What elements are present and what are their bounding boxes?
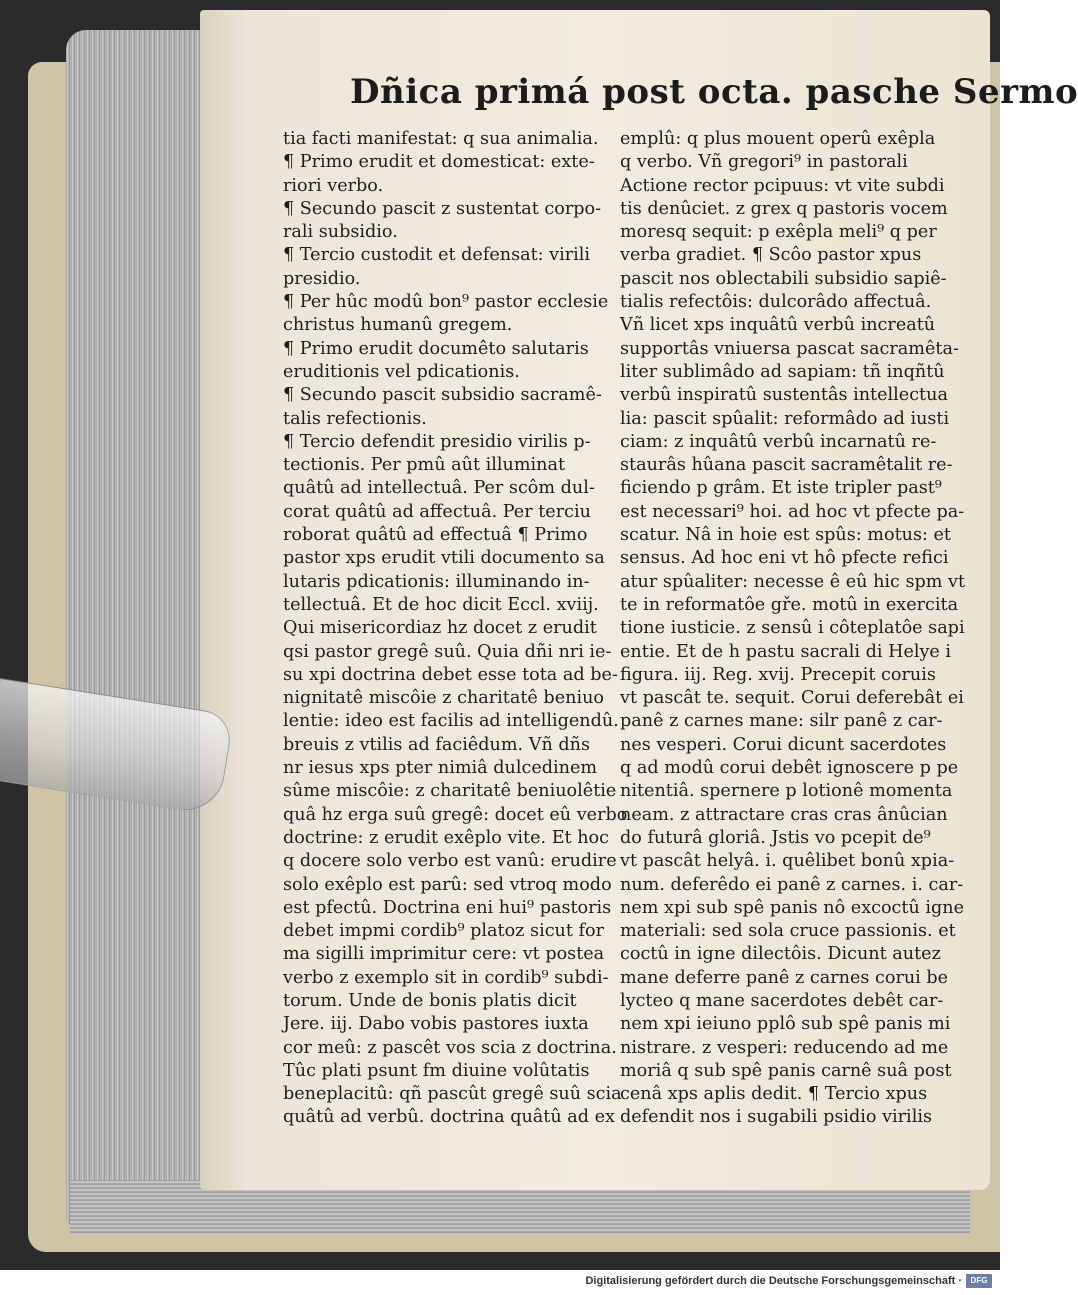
text-line: cenâ xps aplis dedit. ¶ Tercio xpus xyxy=(620,1084,928,1105)
text-line: coctû in igne dilectôis. Dicunt autez xyxy=(620,944,941,965)
text-line: figura. iij. Reg. xvij. Precepit coruis xyxy=(620,664,936,685)
text-line: riori verbo. xyxy=(283,175,384,196)
text-line: rali subsidio. xyxy=(283,222,398,243)
text-line: ¶ Per hûc modû bon⁹ pastor ecclesie xyxy=(283,292,609,313)
text-line: sensus. Ad hoc eni vt hô pfecte refici xyxy=(620,548,949,569)
text-line: nitentiâ. spernere p lotionê momenta xyxy=(620,781,953,802)
text-line: verbû inspiratû sustentâs intellectua xyxy=(620,385,948,406)
text-line: te in reformatôe gře. motû in exercita xyxy=(620,594,959,615)
text-line: Tûc plati psunt fm diuine volûtatis xyxy=(283,1060,590,1081)
text-line: q docere solo verbo est vanû: erudire xyxy=(283,851,617,872)
text-line: nem xpi sub spê panis nô excoctû igne xyxy=(620,897,965,918)
text-line: panê z carnes mane: silr panê z car- xyxy=(620,711,943,732)
text-line: staurâs hûana pascit sacramêtalit re- xyxy=(620,455,953,476)
text-line: tectionis. Per pmû aût illuminat xyxy=(283,455,566,476)
text-line: Qui misericordiaz hz docet z erudit xyxy=(283,618,597,639)
text-line: ¶ Primo erudit documêto salutaris xyxy=(283,338,589,359)
text-line: quâ hz erga suû gregê: docet eû verbo xyxy=(283,804,628,825)
text-line: est pfectû. Doctrina eni hui⁹ pastoris xyxy=(283,897,612,918)
page-stack-edge xyxy=(66,30,211,1225)
text-line: torum. Unde de bonis platis dicit xyxy=(283,990,577,1011)
text-line: q ad modû corui debêt ignoscere p pe xyxy=(620,758,959,779)
text-line: eruditionis vel pdicationis. xyxy=(283,361,520,382)
text-line: Jere. iij. Dabo vobis pastores iuxta xyxy=(283,1014,589,1035)
text-line: christus humanû gregem. xyxy=(283,315,513,336)
text-line: moriâ q sub spê panis carnê suâ post xyxy=(620,1060,952,1081)
dfg-logo: DFG xyxy=(966,1274,992,1288)
text-line: ma sigilli imprimitur cere: vt postea xyxy=(283,944,605,965)
text-line: cor meû: z pascêt vos scia z doctrina. xyxy=(283,1037,617,1058)
footer-bar xyxy=(0,1270,1000,1295)
text-line: corat quâtû ad affectuâ. Per terciu xyxy=(283,501,591,522)
text-line: ficiendo p grâm. Et iste tripler past⁹ xyxy=(620,478,942,499)
text-line: nem xpi ieiuno pplô sub spê panis mi xyxy=(620,1014,951,1035)
text-line: lia: pascit spûalit: reformâdo ad iusti xyxy=(620,408,950,429)
text-line: nes vesperi. Corui dicunt sacerdotes xyxy=(620,734,947,755)
text-line: breuis z vtilis ad faciêdum. Vñ dñs xyxy=(283,734,590,755)
text-line: vt pascât te. sequit. Corui deferebât ei xyxy=(620,688,964,709)
text-line: defendit nos i sugabili psidio virilis xyxy=(620,1107,932,1128)
text-line: pascit nos oblectabili subsidio sapiê- xyxy=(620,268,947,289)
text-line: verbo z exemplo sit in cordib⁹ subdi- xyxy=(283,967,609,988)
left-text-column xyxy=(283,128,628,1130)
footer-credit: Digitalisierung gefördert durch die Deutsche Forschungsgemeinschaft · xyxy=(585,1275,962,1287)
text-line: entie. Et de h pastu sacrali di Helye i xyxy=(620,641,952,662)
text-line: ¶ Primo erudit et domesticat: exte- xyxy=(283,152,595,173)
text-line: verba gradiet. ¶ Scôo pastor xpus xyxy=(620,245,922,266)
text-line: talis refectionis. xyxy=(283,408,427,429)
text-line: emplû: q plus mouent operû exêpla xyxy=(620,129,936,149)
text-line: nr iesus xps pter nimiâ dulcedinem xyxy=(283,758,598,779)
text-line: qsi pastor gregê suû. Quia dñi nri ie- xyxy=(283,641,612,662)
text-line: beneplacitû: qñ pascût gregê suû scia xyxy=(283,1084,622,1105)
text-line: ¶ Tercio custodit et defensat: virili xyxy=(283,245,591,266)
text-line: atur spûaliter: necesse ê eû hic spm vt xyxy=(620,571,966,592)
text-line: do futurâ gloriâ. Jstis vo pcepit de⁹ xyxy=(620,827,931,848)
text-line: debet impmi cordib⁹ platoz sicut for xyxy=(283,921,605,942)
text-line: lycteo q mane sacerdotes debêt car- xyxy=(620,990,944,1011)
text-line: num. deferêdo ei panê z carnes. i. car- xyxy=(620,874,964,895)
text-line: tis denûciet. z grex q pastoris vocem xyxy=(620,198,948,219)
text-line: supportâs vniuersa pascat sacramêta- xyxy=(620,338,959,359)
text-line: quâtû ad verbû. doctrina quâtû ad ex xyxy=(283,1107,615,1128)
text-line: ¶ Secundo pascit subsidio sacramê- xyxy=(283,385,602,406)
text-line: presidio. xyxy=(283,268,361,289)
text-line: tione iusticie. z sensû i côteplatôe sapi xyxy=(620,618,965,639)
text-line: materiali: sed sola cruce passionis. et xyxy=(620,921,956,942)
text-line: roborat quâtû ad effectuâ ¶ Primo xyxy=(283,525,588,546)
text-line: solo exêplo est parû: sed vtroq modo xyxy=(283,874,612,895)
text-line: q verbo. Vñ gregori⁹ in pastorali xyxy=(620,152,908,173)
text-line: est necessari⁹ hoi. ad hoc vt pfecte pa- xyxy=(620,501,965,522)
text-line: nignitatê miscôie z charitatê beniuo xyxy=(283,688,604,709)
text-line: moresq sequit: p exêpla meli⁹ q per xyxy=(620,222,937,243)
text-line: vt pascât helyâ. i. quêlibet bonû xpia- xyxy=(620,851,955,872)
text-line: lutaris pdicationis: illuminando in- xyxy=(283,571,590,592)
text-line: mane deferre panê z carnes corui be xyxy=(620,967,949,988)
text-line: pastor xps erudit vtili documento sa xyxy=(283,548,605,569)
text-line: doctrine: z erudit exêplo vite. Et hoc xyxy=(283,827,609,848)
text-line: ¶ Secundo pascit z sustentat corpo- xyxy=(283,198,602,219)
right-text-column xyxy=(620,128,966,1130)
text-line: liter sublimâdo ad sapiam: tñ inqñtû xyxy=(620,361,945,382)
text-line: nistrare. z vesperi: reducendo ad me xyxy=(620,1037,949,1058)
text-line: neam. z attractare cras cras ânûcian xyxy=(620,804,948,825)
text-line: tialis refectôis: dulcorâdo affectuâ. xyxy=(620,292,932,313)
text-line: ¶ Tercio defendit presidio virilis p- xyxy=(283,431,591,452)
text-line: ciam: z inquâtû verbû incarnatû re- xyxy=(620,431,937,452)
text-line: su xpi doctrina debet esse tota ad be- xyxy=(283,664,618,685)
text-line: Vñ licet xps inquâtû verbû increatû xyxy=(620,315,936,336)
text-line: tia facti manifestat: q sua animalia. xyxy=(283,129,599,149)
text-line: sûme miscôie: z charitatê beniuolêtie xyxy=(283,781,617,802)
running-title: Dñica primá post octa. pasche Sermo xyxy=(350,72,1078,112)
text-line: Actione rector pcipuus: vt vite subdi xyxy=(620,175,945,196)
text-line: scatur. Nâ in hoie est spûs: motus: et xyxy=(620,525,951,546)
text-line: lentie: ideo est facilis ad intelligendû. xyxy=(283,711,619,732)
text-line: tellectuâ. Et de hoc dicit Eccl. xviij. xyxy=(283,594,599,615)
text-line: quâtû ad intellectuâ. Per scôm dul- xyxy=(283,478,595,499)
